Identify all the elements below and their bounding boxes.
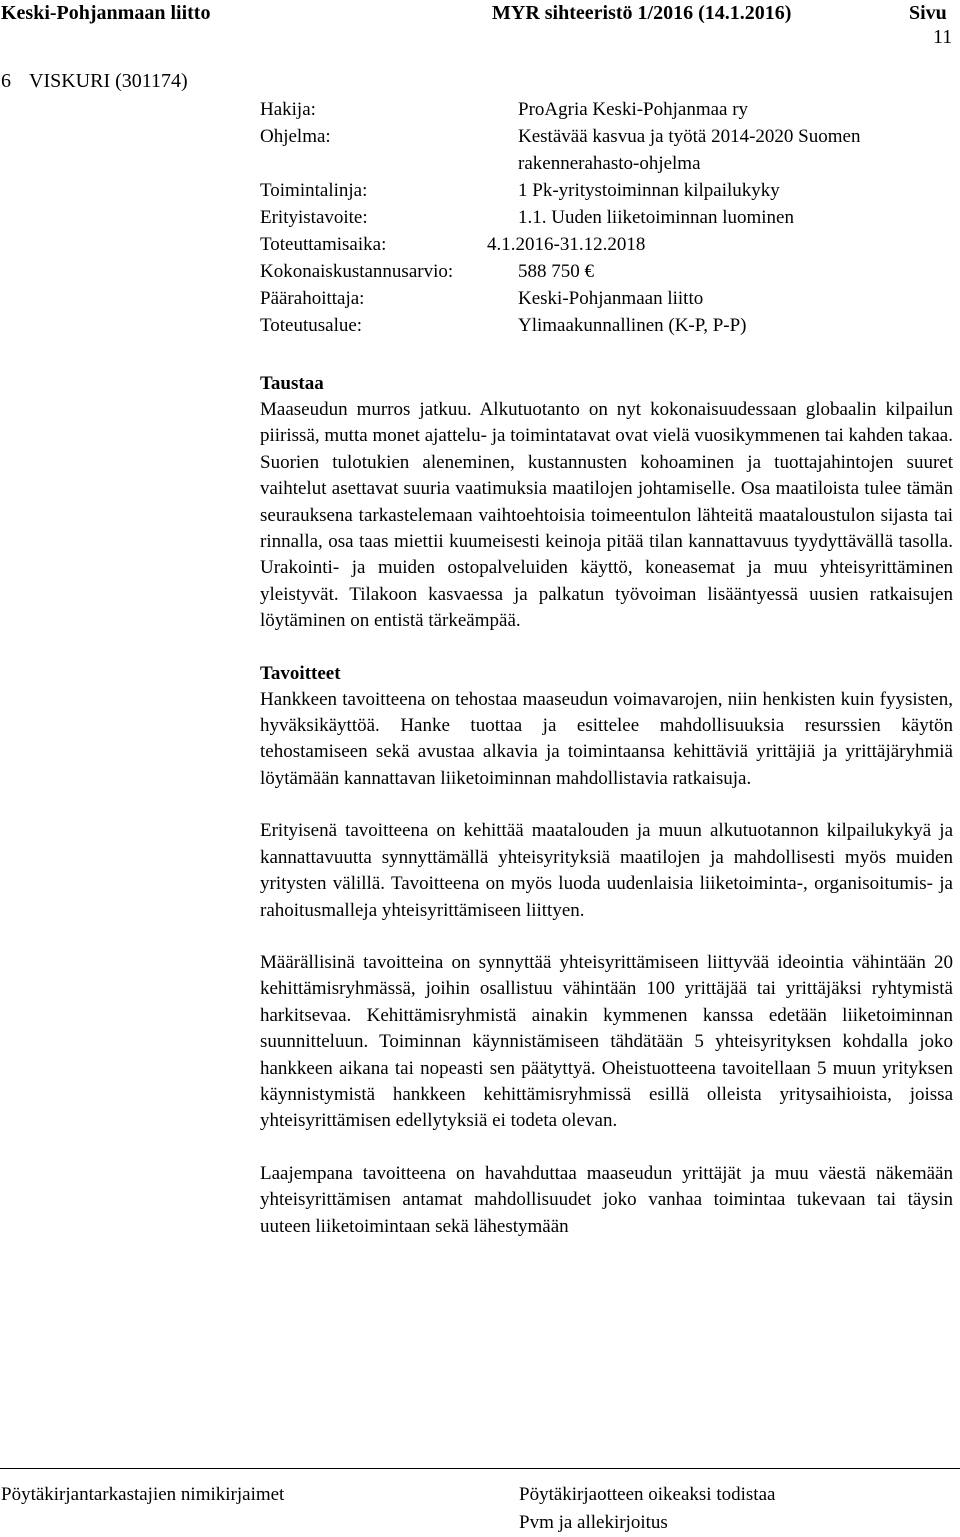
- toteutusalue-label: Toteutusalue:: [260, 315, 363, 336]
- erityistavoite-value: 1.1. Uuden liiketoiminnan luominen: [518, 207, 794, 228]
- section-number: 6: [1, 70, 11, 92]
- header-page-number: 11: [933, 26, 953, 48]
- section-title: [1, 70, 188, 92]
- taustaa-heading: Taustaa: [260, 373, 324, 394]
- toteuttamisaika-value: 4.1.2016-31.12.2018: [487, 234, 646, 255]
- paarahoittaja-value: Keski-Pohjanmaan liitto: [518, 288, 704, 309]
- ohjelma-label: Ohjelma:: [260, 126, 331, 147]
- footer-certification-label: Pöytäkirjaotteen oikeaksi todistaa: [519, 1484, 776, 1505]
- tavoitteet-paragraph-3: Määrällisinä tavoitteina on synnyttää yhteisyrittämiseen liittyvää ideointia vähintään 20 kehittämisryhmässä, joihin osallistuu vähintään 100 yrittäjää tai yrittäjäksi ryhtymistä harkitsevaa. Kehittämisryhmistä ainakin kymmenen kanssa edetään liiketoiminnan suunnitteluun. Toiminnan käynnistämiseen tähdätään 5 yhteisyrityksen kohdalla joko hankkeen aikana tai nopeasti sen päätyttyä. Oheistuotteena tavoitellaan 5 muun yrityksen käynnistymistä hankkeen kehittämisryhmissä esillä olleista yritysaihioista, joissa yhteisyrittämisen edellytyksiä ei todeta olevan.: [260, 951, 953, 1132]
- page-header: [0, 0, 960, 50]
- header-organization: Keski-Pohjanmaan liitto: [1, 2, 211, 24]
- ohjelma-value-line2: rakennerahasto-ohjelma: [518, 153, 701, 174]
- document-body: [260, 371, 953, 1240]
- taustaa-paragraph: Maaseudun murros jatkuu. Alkutuotanto on nyt kokonaisuudessaan globaalin kilpailun piirissä, mutta monet ajattelu- ja toimintatavat ovat vielä vuosikymmenen tai kahden takaa. Suorien tulotukien aleneminen, kustannusten kohoaminen ja tuottajahintojen suuret vaihtelut asettavat suuria vaatimuksia maatilojen johtamiselle. Osa maatiloista tulee tämän seurauksena tarkastelemaan vaihtoehtoisia toimeentulon lähteitä maataloustulon sijasta tai rinnalla, osa taas miettii kuumeisesti keinoja pitää tilan kannattavuus tyydyttävällä tasolla. Urakointi- ja muiden ostopalveluiden käyttö, koneasemat ja muu yhteisyrittäminen yleistyvät. Tilakoon kasvaessa ja palkatun työvoiman lisääntyessä uusien ratkaisujen löytäminen on entistä tärkeämpää.: [260, 399, 953, 632]
- tavoitteet-paragraph-4: Laajempana tavoitteena on havahduttaa maaseudun yrittäjät ja muu väestä näkemään yhteisyrittämisen antamat mahdollisuudet joko vanhaa toimintaa tukevaan tai täysin uuteen liiketoimintaan sekä lähestymään: [260, 1162, 953, 1237]
- hakija-value: ProAgria Keski-Pohjanmaa ry: [518, 99, 749, 120]
- toteutusalue-value: Ylimaakunnallinen (K-P, P-P): [518, 315, 747, 336]
- footer-divider: [0, 1468, 960, 1469]
- hakija-label: Hakija:: [260, 99, 316, 120]
- kustannusarvio-value: 588 750 €: [518, 261, 594, 282]
- tavoitteet-paragraph-2: Erityisenä tavoitteena on kehittää maatalouden ja muun alkutuotannon kilpailukykyä ja kannattavuutta synnyttämällä yhteisyrityksiä maatilojen ja mahdollisesti myös muiden yritysten välillä. Tavoitteena on myös luoda uudenlaisia liiketoiminta-, organisoitumis- ja rahoitusmalleja yhteisyrittämiseen liittyen.: [260, 820, 953, 921]
- tavoitteet-paragraph-1: Hankkeen tavoitteena on tehostaa maaseudun voimavarojen, niin henkisten kuin fyysisten, hyväksikäyttöä. Hanke tuottaa ja esittelee mahdollisuuksia resurssien käytön tehostamiseen sekä avustaa alkavia ja toimintaansa kehittäviä yrittäjiä ja yrittäjäryhmiä löytämään kannattavan liiketoiminnan mahdollistavia ratkaisuja.: [260, 688, 953, 789]
- header-meeting: MYR sihteeristö 1/2016 (14.1.2016): [492, 2, 792, 24]
- toimintalinja-label: Toimintalinja:: [260, 180, 368, 201]
- paarahoittaja-label: Päärahoittaja:: [260, 288, 365, 309]
- ohjelma-value-line1: Kestävää kasvua ja työtä 2014-2020 Suomen: [518, 126, 861, 147]
- erityistavoite-label: Erityistavoite:: [260, 207, 368, 228]
- toteuttamisaika-label: Toteuttamisaika:: [260, 234, 387, 255]
- section-name: VISKURI (301174): [29, 70, 188, 92]
- header-page-label: Sivu: [909, 2, 947, 24]
- kustannusarvio-label: Kokonaiskustannusarvio:: [260, 261, 454, 282]
- toimintalinja-value: 1 Pk-yritystoiminnan kilpailukyky: [518, 180, 780, 201]
- footer-date-signature-label: Pvm ja allekirjoitus: [519, 1512, 668, 1533]
- footer-initials-label: Pöytäkirjantarkastajien nimikirjaimet: [1, 1484, 285, 1505]
- tavoitteet-heading: Tavoitteet: [260, 662, 341, 684]
